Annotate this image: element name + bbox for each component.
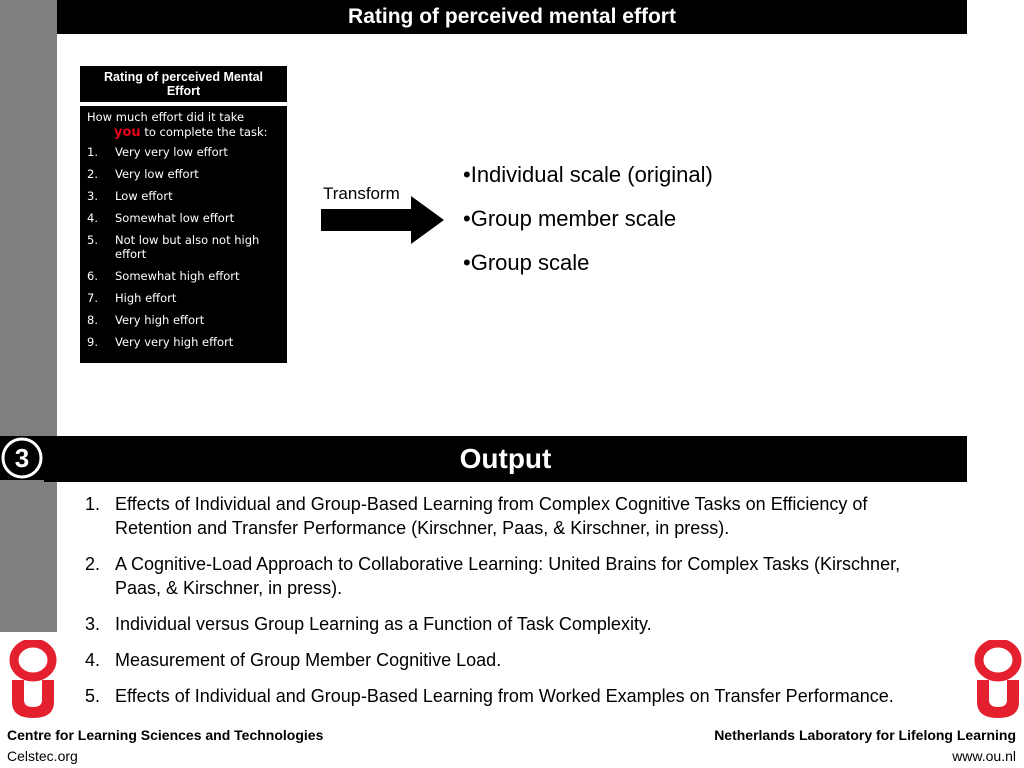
output-item-number: 3. xyxy=(85,614,101,634)
footer-left-organization: Centre for Learning Sciences and Technologies xyxy=(7,727,324,743)
rating-item xyxy=(87,233,281,261)
rating-card-heading: Rating of perceived Mental Effort xyxy=(80,66,287,102)
rating-item-number: 2. xyxy=(87,167,98,181)
ou-logo-icon xyxy=(973,640,1023,720)
rating-item xyxy=(87,145,281,159)
output-item-text: A Cognitive-Load Approach to Collaborative Learning: United Brains for Complex Tasks (Kirschner, Paas, & Kirschner, in press). xyxy=(115,554,901,598)
rating-question-suffix: to complete the task: xyxy=(144,125,268,139)
output-item xyxy=(85,552,925,600)
transform-label: Transform xyxy=(323,184,400,203)
rating-item-label: Very very high effort xyxy=(115,335,234,349)
rating-item xyxy=(87,189,281,203)
rating-item-label: Not low but also not high effort xyxy=(115,233,260,261)
output-item xyxy=(85,648,925,672)
scale-item: •Individual scale (original) xyxy=(463,162,713,187)
output-item-number: 2. xyxy=(85,554,101,574)
footer-right-url[interactable]: www.ou.nl xyxy=(952,748,1016,764)
rating-card-body xyxy=(80,106,287,363)
output-item-number: 5. xyxy=(85,686,101,706)
output-item-text: Effects of Individual and Group-Based Learning from Worked Examples on Transfer Performance. xyxy=(115,686,894,706)
output-item-text: Individual versus Group Learning as a Function of Task Complexity. xyxy=(115,614,652,634)
side-gray-bar xyxy=(0,0,57,632)
slide-title: Rating of perceived mental effort xyxy=(57,0,967,34)
rating-item xyxy=(87,313,281,327)
rating-item-number: 5. xyxy=(87,233,98,247)
rating-item xyxy=(87,269,281,283)
rating-item-number: 7. xyxy=(87,291,98,305)
rating-question-emphasis: you xyxy=(114,125,141,140)
rating-item-label: Somewhat high effort xyxy=(115,269,240,283)
rating-item-label: Very very low effort xyxy=(115,145,228,159)
section-badge xyxy=(0,436,44,480)
output-item-number: 1. xyxy=(85,494,101,514)
rating-card xyxy=(80,66,287,363)
section-badge-number: 3 xyxy=(14,443,30,473)
footer-left-url[interactable]: Celstec.org xyxy=(7,748,78,764)
ou-logo-icon xyxy=(8,640,58,720)
footer-right-organization: Netherlands Laboratory for Lifelong Learning xyxy=(714,727,1016,743)
rating-item xyxy=(87,167,281,181)
output-item-text: Effects of Individual and Group-Based Learning from Complex Cognitive Tasks on Efficiency of Retention and Transfer Performance (Kirschner, Paas, & Kirschner, in press). xyxy=(115,494,868,538)
rating-item-label: Very low effort xyxy=(115,167,199,181)
rating-item xyxy=(87,291,281,305)
rating-item-label: Very high effort xyxy=(115,313,205,327)
rating-item-label: Low effort xyxy=(115,189,173,203)
rating-item-number: 6. xyxy=(87,269,98,283)
rating-question-prefix: How much effort did it take xyxy=(87,110,245,124)
output-item xyxy=(85,684,925,708)
rating-item xyxy=(87,335,281,349)
circled-number-icon xyxy=(0,436,44,480)
output-list xyxy=(85,492,925,720)
rating-item-number: 4. xyxy=(87,211,98,225)
rating-item-label: Somewhat low effort xyxy=(115,211,235,225)
rating-scale-list xyxy=(87,145,281,349)
right-arrow-icon xyxy=(321,196,445,246)
rating-item-label: High effort xyxy=(115,291,177,305)
rating-item-number: 3. xyxy=(87,189,98,203)
output-item-text: Measurement of Group Member Cognitive Load. xyxy=(115,650,502,670)
scale-item: •Group scale xyxy=(463,250,590,275)
rating-item xyxy=(87,211,281,225)
rating-item-number: 9. xyxy=(87,335,98,349)
scale-list xyxy=(463,160,713,292)
output-item-number: 4. xyxy=(85,650,101,670)
rating-item-number: 1. xyxy=(87,145,98,159)
rating-item-number: 8. xyxy=(87,313,98,327)
output-item xyxy=(85,612,925,636)
scale-item: •Group member scale xyxy=(463,206,677,231)
output-item xyxy=(85,492,925,540)
rating-question xyxy=(87,110,281,140)
section-title: Output xyxy=(44,436,967,482)
